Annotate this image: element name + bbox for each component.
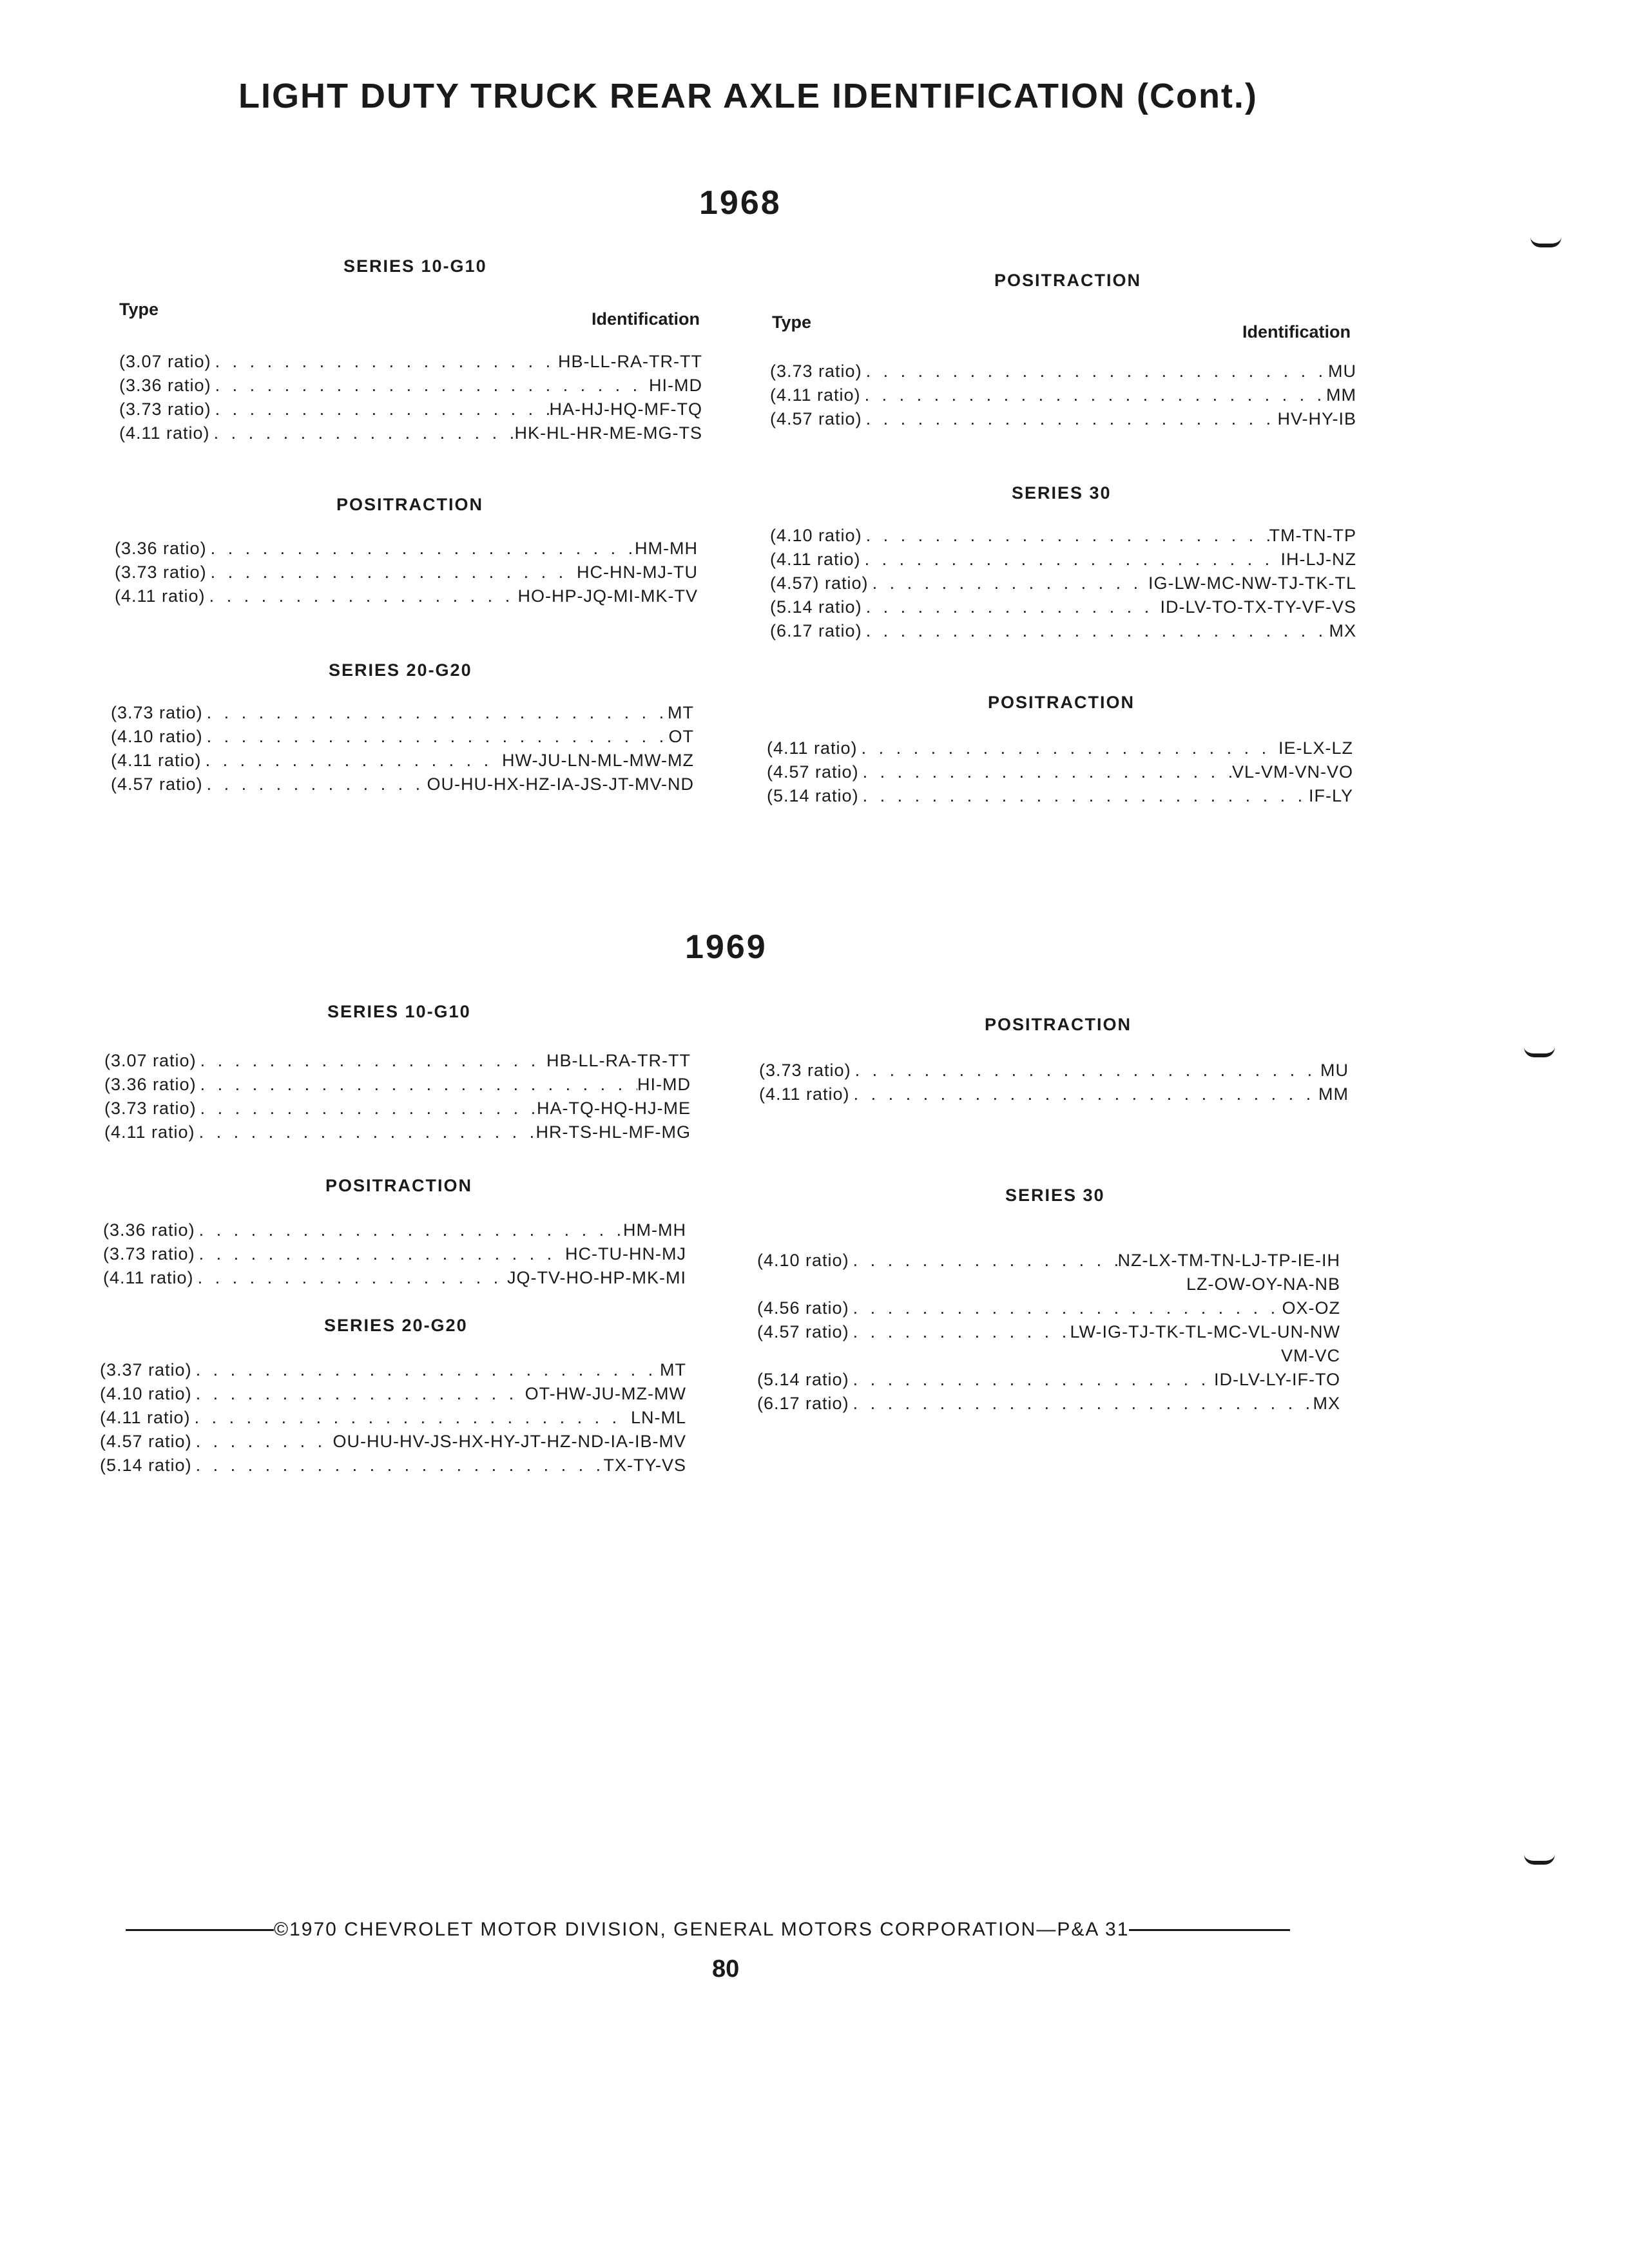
- axle-codes: ID-LV-LY-IF-TO: [1213, 1370, 1340, 1389]
- copyright-text: ©1970 CHEVROLET MOTOR DIVISION, GENERAL MOTORS CORPORATION—P&A 31: [274, 1919, 1130, 1940]
- axle-codes: OX-OZ: [1282, 1298, 1340, 1318]
- ratio-label: (4.56 ratio): [757, 1298, 849, 1318]
- leader-dots: [862, 409, 1278, 429]
- axle-codes: OU-HU-HV-JS-HX-HY-JT-HZ-ND-IA-IB-MV: [333, 1432, 686, 1451]
- axle-codes: IE-LX-LZ: [1278, 738, 1353, 758]
- table-row: [103, 1264, 686, 1288]
- leader-dots: [197, 1099, 537, 1119]
- table-1969-series-10-positraction: [103, 1216, 686, 1288]
- margin-mark: [1530, 237, 1561, 247]
- table-1968-positraction-right: [770, 358, 1356, 429]
- type-column-header: Type: [119, 300, 159, 319]
- table-row: [757, 1247, 1340, 1271]
- leader-dots: [862, 597, 1161, 617]
- axle-codes: ID-LV-TO-TX-TY-VF-VS: [1160, 597, 1356, 617]
- leader-dots: [861, 385, 1326, 405]
- leader-dots: [207, 562, 577, 582]
- table-row: [767, 758, 1353, 782]
- ratio-label: (5.14 ratio): [100, 1456, 192, 1475]
- table-row: [770, 358, 1356, 381]
- axle-codes: HA-TQ-HQ-HJ-ME: [537, 1099, 691, 1118]
- axle-codes: HA-HJ-HQ-MF-TQ: [549, 399, 702, 419]
- margin-mark: [1524, 1854, 1555, 1865]
- leader-dots: [195, 1244, 565, 1264]
- leader-dots: [202, 751, 502, 771]
- section-heading-positraction: POSITRACTION: [988, 693, 1135, 712]
- leader-dots: [862, 526, 1269, 546]
- leader-dots: [869, 573, 1148, 593]
- leader-dots: [859, 762, 1232, 782]
- ratio-label: (3.73 ratio): [759, 1061, 851, 1080]
- ratio-label: (6.17 ratio): [770, 621, 862, 640]
- table-row: [100, 1404, 686, 1428]
- axle-codes: JQ-TV-HO-HP-MK-MI: [507, 1268, 686, 1287]
- section-heading-series-10: SERIES 10-G10: [343, 256, 487, 276]
- leader-dots: [207, 539, 635, 559]
- table-1968-series-10: [119, 348, 702, 443]
- ratio-label: (4.11 ratio): [770, 550, 861, 569]
- ratio-label: (3.73 ratio): [103, 1244, 195, 1264]
- axle-codes: MT: [660, 1360, 686, 1379]
- axle-codes: HC-TU-HN-MJ: [565, 1244, 686, 1264]
- page-number: 80: [712, 1956, 740, 1983]
- ratio-label: (3.73 ratio): [104, 1099, 197, 1118]
- table-row: [111, 771, 694, 794]
- ratio-label: (4.11 ratio): [759, 1084, 850, 1104]
- ratio-label: (4.57 ratio): [770, 409, 862, 428]
- table-row: [759, 1081, 1349, 1104]
- ratio-label: (4.11 ratio): [104, 1122, 195, 1142]
- axle-codes: MM: [1326, 385, 1356, 405]
- table-row: [119, 396, 702, 419]
- axle-codes: OT-HW-JU-MZ-MW: [525, 1384, 686, 1403]
- ratio-label: (5.14 ratio): [770, 597, 862, 617]
- margin-mark: [1524, 1047, 1555, 1057]
- leader-dots: [195, 1220, 623, 1240]
- leader-dots: [194, 1268, 507, 1288]
- ratio-label: (4.10 ratio): [770, 526, 862, 545]
- table-row: [119, 372, 702, 396]
- table-row: [100, 1380, 686, 1404]
- ratio-label: (3.07 ratio): [119, 352, 211, 371]
- axle-codes: HM-MH: [623, 1220, 686, 1240]
- table-row: [757, 1390, 1340, 1414]
- ratio-label: (3.73 ratio): [115, 562, 207, 582]
- table-row: [770, 617, 1356, 641]
- table-row: [103, 1216, 686, 1240]
- section-heading-positraction: POSITRACTION: [325, 1176, 473, 1195]
- ratio-label: (3.73 ratio): [111, 703, 203, 722]
- axle-codes: IH-LJ-NZ: [1280, 550, 1356, 569]
- axle-codes: HI-MD: [649, 376, 702, 395]
- axle-codes: VL-VM-VN-VO: [1231, 762, 1353, 782]
- leader-dots: [861, 550, 1281, 570]
- table-1968-series-10-positraction: [115, 535, 698, 606]
- ratio-label: (4.11 ratio): [115, 586, 206, 606]
- table-1969-series-10: [104, 1047, 691, 1142]
- identification-column-header: Identification: [1242, 322, 1351, 341]
- axle-codes: IF-LY: [1308, 786, 1353, 805]
- axle-codes: MU: [1320, 1061, 1349, 1080]
- table-row: [104, 1095, 691, 1119]
- axle-codes: HM-MH: [635, 539, 698, 558]
- table-row: [111, 723, 694, 747]
- table-row: [767, 735, 1353, 758]
- table-row: [757, 1294, 1340, 1318]
- table-row: [757, 1342, 1340, 1366]
- leader-dots: [862, 361, 1328, 381]
- table-row: [115, 559, 698, 582]
- leader-dots: [192, 1384, 525, 1404]
- ratio-label: (4.11 ratio): [767, 738, 858, 758]
- section-heading-series-30: SERIES 30: [1005, 1186, 1105, 1205]
- table-1969-series-30: [757, 1247, 1340, 1414]
- ratio-label: (3.07 ratio): [104, 1051, 197, 1070]
- ratio-label: (4.10 ratio): [757, 1251, 849, 1270]
- leader-dots: [851, 1061, 1320, 1081]
- footer-rule: [1129, 1929, 1290, 1931]
- footer: [126, 1919, 1350, 1941]
- table-1969-positraction-right: [759, 1057, 1349, 1104]
- leader-dots: [859, 786, 1309, 806]
- axle-codes: IG-LW-MC-NW-TJ-TK-TL: [1148, 573, 1356, 593]
- ratio-label: (4.10 ratio): [100, 1384, 192, 1403]
- table-row: [770, 405, 1356, 429]
- leader-dots: [849, 1251, 1118, 1271]
- axle-codes: MX: [1313, 1394, 1340, 1413]
- leader-dots: [203, 703, 668, 723]
- table-1968-series-30: [770, 522, 1356, 641]
- table-row: [115, 535, 698, 559]
- leader-dots: [858, 738, 1278, 758]
- table-row: [757, 1318, 1340, 1342]
- leader-dots: [850, 1084, 1318, 1104]
- ratio-label: (4.11 ratio): [770, 385, 861, 405]
- ratio-label: (3.73 ratio): [119, 399, 211, 419]
- axle-codes: MX: [1329, 621, 1356, 640]
- ratio-label: (4.57 ratio): [111, 774, 203, 794]
- leader-dots: [210, 423, 515, 443]
- table-row: [103, 1240, 686, 1264]
- leader-dots: [192, 1432, 333, 1452]
- table-1968-series-20: [111, 699, 694, 794]
- leader-dots: [211, 376, 649, 396]
- leader-dots: [192, 1360, 660, 1380]
- identification-column-header: Identification: [592, 309, 700, 329]
- table-1968-series-30-positraction: [767, 735, 1353, 806]
- axle-codes: LN-ML: [630, 1408, 686, 1427]
- axle-codes: LW-IG-TJ-TK-TL-MC-VL-UN-NW: [1070, 1322, 1340, 1341]
- footer-rule: [126, 1929, 274, 1931]
- section-heading-series-10: SERIES 10-G10: [327, 1002, 471, 1021]
- leader-dots: [849, 1370, 1214, 1390]
- ratio-label: (4.57 ratio): [767, 762, 859, 782]
- table-row: [757, 1271, 1340, 1294]
- ratio-label: (4.57 ratio): [757, 1322, 849, 1341]
- axle-codes: HB-LL-RA-TR-TT: [558, 352, 702, 371]
- axle-codes: HW-JU-LN-ML-MW-MZ: [502, 751, 694, 770]
- ratio-label: (3.37 ratio): [100, 1360, 192, 1379]
- axle-codes: OU-HU-HX-HZ-IA-JS-JT-MV-ND: [427, 774, 694, 794]
- axle-codes: HC-HN-MJ-TU: [577, 562, 698, 582]
- axle-codes: TX-TY-VS: [603, 1456, 686, 1475]
- section-heading-series-20: SERIES 20-G20: [324, 1316, 468, 1335]
- table-row: [770, 570, 1356, 593]
- table-row: [100, 1452, 686, 1475]
- axle-codes: MT: [668, 703, 694, 722]
- axle-codes: HK-HL-HR-ME-MG-TS: [514, 423, 702, 443]
- section-heading-positraction: POSITRACTION: [336, 495, 484, 514]
- leader-dots: [211, 352, 558, 372]
- leader-dots: [197, 1051, 546, 1071]
- axle-codes: LZ-OW-OY-NA-NB: [1186, 1274, 1340, 1294]
- table-row: [757, 1366, 1340, 1390]
- ratio-label: (3.36 ratio): [119, 376, 211, 395]
- ratio-label: (5.14 ratio): [767, 786, 859, 805]
- table-row: [100, 1356, 686, 1380]
- table-row: [770, 546, 1356, 570]
- table-row: [759, 1057, 1349, 1081]
- leader-dots: [211, 399, 550, 419]
- table-row: [104, 1071, 691, 1095]
- table-row: [111, 747, 694, 771]
- year-heading-1968: 1968: [699, 184, 782, 222]
- leader-dots: [203, 774, 427, 794]
- axle-codes: MM: [1318, 1084, 1349, 1104]
- page-title: LIGHT DUTY TRUCK REAR AXLE IDENTIFICATION (Cont.): [238, 77, 1258, 115]
- axle-codes: OT: [668, 727, 694, 746]
- leader-dots: [849, 1394, 1313, 1414]
- table-row: [770, 522, 1356, 546]
- axle-codes: HI-MD: [637, 1075, 691, 1094]
- ratio-label: (4.10 ratio): [111, 727, 203, 746]
- axle-codes: NZ-LX-TM-TN-LJ-TP-IE-IH: [1117, 1251, 1340, 1270]
- ratio-label: (3.36 ratio): [103, 1220, 195, 1240]
- ratio-label: (4.11 ratio): [100, 1408, 191, 1427]
- ratio-label: (3.36 ratio): [115, 539, 207, 558]
- leader-dots: [206, 586, 518, 606]
- table-row: [111, 699, 694, 723]
- axle-codes: HO-HP-JQ-MI-MK-TV: [517, 586, 698, 606]
- ratio-label: (6.17 ratio): [757, 1394, 849, 1413]
- axle-codes: TM-TN-TP: [1269, 526, 1356, 545]
- ratio-label: (3.36 ratio): [104, 1075, 197, 1094]
- axle-codes: HV-HY-IB: [1277, 409, 1356, 428]
- axle-codes: MU: [1328, 361, 1356, 381]
- leader-dots: [862, 621, 1329, 641]
- year-heading-1969: 1969: [685, 928, 767, 966]
- ratio-label: (4.11 ratio): [119, 423, 210, 443]
- leader-dots: [197, 1075, 637, 1095]
- axle-codes: VM-VC: [1281, 1346, 1340, 1365]
- table-row: [100, 1428, 686, 1452]
- leader-dots: [192, 1456, 604, 1475]
- ratio-label: (5.14 ratio): [757, 1370, 849, 1389]
- table-row: [770, 593, 1356, 617]
- table-row: [104, 1047, 691, 1071]
- section-heading-series-20: SERIES 20-G20: [329, 660, 472, 680]
- leader-dots: [849, 1322, 1070, 1342]
- table-1969-series-20: [100, 1356, 686, 1475]
- table-row: [115, 582, 698, 606]
- axle-codes: HR-TS-HL-MF-MG: [535, 1122, 691, 1142]
- leader-dots: [195, 1122, 536, 1142]
- section-heading-series-30: SERIES 30: [1012, 483, 1112, 503]
- table-row: [767, 782, 1353, 806]
- table-row: [119, 419, 702, 443]
- axle-codes: HB-LL-RA-TR-TT: [546, 1051, 691, 1070]
- table-row: [770, 381, 1356, 405]
- ratio-label: (4.57) ratio): [770, 573, 869, 593]
- leader-dots: [203, 727, 669, 747]
- ratio-label: (3.73 ratio): [770, 361, 862, 381]
- type-column-header: Type: [772, 312, 812, 332]
- table-row: [119, 348, 702, 372]
- leader-dots: [849, 1298, 1282, 1318]
- ratio-label: (4.57 ratio): [100, 1432, 192, 1451]
- table-row: [104, 1119, 691, 1142]
- section-heading-positraction: POSITRACTION: [985, 1015, 1132, 1034]
- ratio-label: (4.11 ratio): [111, 751, 202, 770]
- section-heading-positraction: POSITRACTION: [994, 271, 1142, 290]
- leader-dots: [191, 1408, 631, 1428]
- ratio-label: (4.11 ratio): [103, 1268, 194, 1287]
